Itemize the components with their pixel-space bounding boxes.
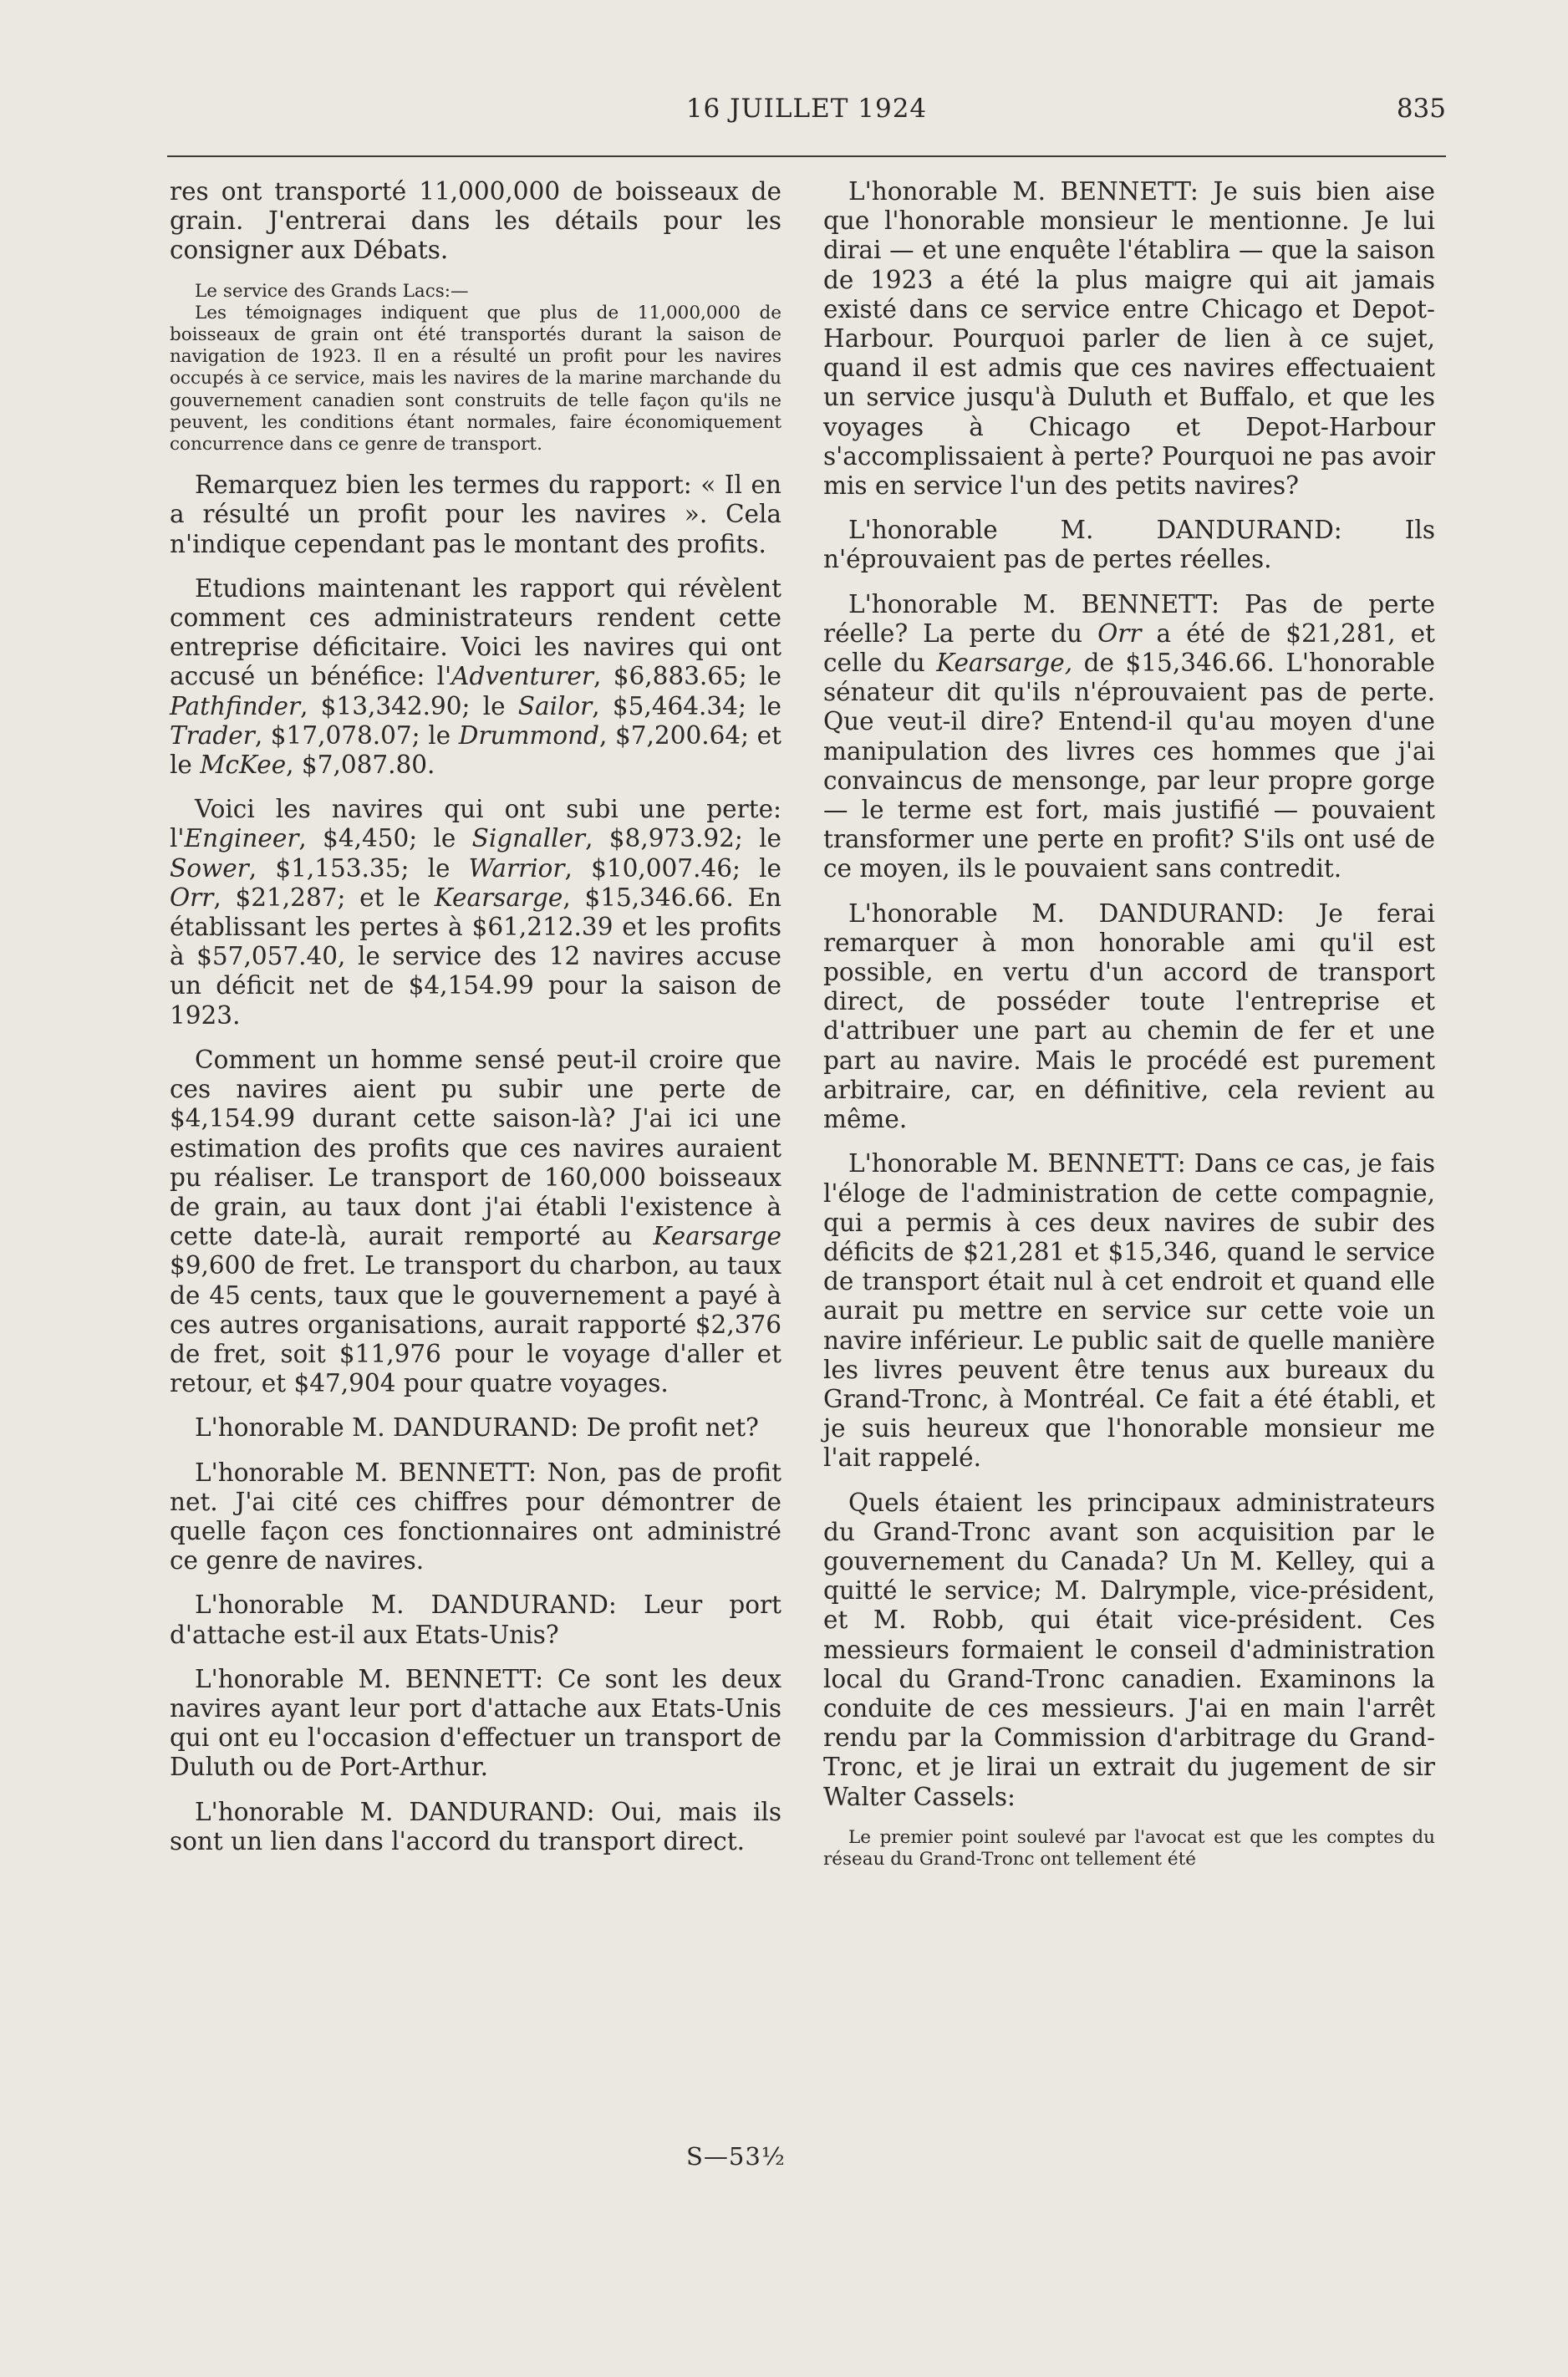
loss-ships-paragraph: Voici les navires qui ont subi une perte: l'Engineer, $4,450; le Signaller, $8,973.92; le Sower, $1,153.35; le Warrior, $10,007.46; le Orr, $21,287; et le Kearsarge, $15,346.66. En établissant les pertes à $61,212.39 et les profits à $57,057.40, le service des 12 navires accuse un déficit net de $4,154.99 pour la saison de 1923.: [170, 795, 781, 1030]
report-quote: [170, 281, 781, 456]
ship-name: Kearsarge: [653, 1222, 781, 1251]
right-column: [823, 177, 1435, 1886]
left-column: [170, 177, 781, 1871]
ship-name: McKee: [200, 751, 287, 780]
header-rule: [167, 155, 1446, 157]
ship-name: Orr: [1097, 618, 1142, 648]
bennett-remark-6: Quels étaient les principaux administrateurs du Grand-Tronc avant son acquisition par le gouvernement du Canada? Un M. Kelley, qui a quitté le service; M. Dalrymple, vice-président, et M. Robb, qui était vice-président. Ces messieurs formaient le conseil d'administration local du Grand-Tronc canadien. Examinons la conduite de ces messieurs. J'ai en main l'arrêt rendu par la Commission d'arbitrage du Grand-Tronc, et je lirai un extrait du jugement de sir Walter Cassels:: [823, 1488, 1435, 1811]
judgment-quote: [823, 1827, 1435, 1871]
page-header: [167, 94, 1446, 144]
ship-name: Adventurer: [451, 662, 593, 691]
page-number: 835: [1396, 94, 1446, 124]
ship-name: Warrior: [468, 853, 565, 883]
ship-name: Drummond: [458, 720, 600, 750]
estimation-paragraph: Comment un homme sensé peut-il croire que ces navires aient pu subir une perte de $4,154.99 durant cette saison-là? J'ai ici une estimation des profits que ces navires auraient pu réaliser. Le transport de 160,000 boisseaux de grain, au taux dont j'ai établi l'existence à cette date-là, aurait remporté au Kearsarge $9,600 de fret. Le transport du charbon, au taux de 45 cents, taux que le gouvernement a payé à ces autres organisations, aurait rapporté $2,376 de fret, soit $11,976 pour le voyage d'aller et retour, et $47,904 pour quatre voyages.: [170, 1045, 781, 1398]
left-paragraph-2: Remarquez bien les termes du rapport: « Il en a résulté un profit pour les navires ». Cela n'indique cependant pas le montant des profits.: [170, 471, 781, 558]
ship-name: Sailor: [517, 691, 593, 720]
ship-name: Kearsarge: [434, 883, 563, 912]
ship-name: Pathfinder: [170, 691, 301, 720]
page-date: 16 JUILLET 1924: [685, 94, 928, 124]
dandurand-remark-2: L'honorable M. DANDURAND: Leur port d'attache est-il aux Etats-Unis?: [170, 1591, 781, 1649]
bennett-remark-2: L'honorable M. BENNETT: Ce sont les deux navires ayant leur port d'attache aux Etats-Unis qui ont eu l'occasion d'effectuer un transport de Duluth ou de Port-Arthur.: [170, 1664, 781, 1782]
dandurand-remark-3: L'honorable M. DANDURAND: Oui, mais ils sont un lien dans l'accord du transport direct.: [170, 1797, 781, 1855]
ship-name: Orr: [170, 883, 214, 912]
ship-name: Signaller: [471, 824, 586, 853]
judgment-quote-text: Le premier point soulevé par l'avocat est que les comptes du réseau du Grand-Tronc ont tellement été: [823, 1826, 1435, 1870]
dandurand-remark-4: L'honorable M. DANDURAND: Ils n'éprouvaient pas de pertes réelles.: [823, 516, 1435, 574]
dandurand-remark-1: L'honorable M. DANDURAND: De profit net?: [195, 1413, 759, 1443]
bennett-remark-5: L'honorable M. BENNETT: Dans ce cas, je fais l'éloge de l'administration de cette compagnie, qui a permis à ces deux navires de subir des déficits de $21,281 et $15,346, quand le service de transport était nul à cet endroit et quand elle aurait pu mettre en service sur cette voie un navire inférieur. Le public sait de quelle manière les livres peuvent être tenus aux bureaux du Grand-Tronc, à Montréal. Ce fait a été établi, et je suis heureux que l'honorable monsieur me l'ait rappelé.: [823, 1149, 1435, 1473]
bennett-remark-1: L'honorable M. BENNETT: Non, pas de profit net. J'ai cité ces chiffres pour démontrer de quelle façon ces fonctionnaires ont administré ce genre de navires.: [170, 1458, 781, 1575]
report-quote-body: Les témoignages indiquent que plus de 11,000,000 de boisseaux de grain ont été transportés durant la saison de navigation de 1923. Il en a résulté un profit pour les navires occupés à ce service, mais les navires de la marine marchande du gouvernement canadien sont construits de telle façon qu'ils ne peuvent, les conditions étant normales, faire économiquement concurrence dans ce genre de transport.: [170, 302, 781, 456]
report-quote-title: Le service des Grands Lacs:—: [195, 280, 469, 302]
page-signature: S—53½: [686, 2142, 786, 2171]
ship-name: Trader: [170, 720, 255, 750]
bennett-remark-4: L'honorable M. BENNETT: Pas de perte réelle? La perte du Orr a été de $21,281, et celle du Kearsarge, de $15,346.66. L'honorable sénateur dit qu'ils n'éprouvaient pas de perte. Que veut-il dire? Entend-il qu'au moyen d'une manipulation des livres ces hommes que j'ai convaincus de mensonge, par leur propre gorge — le terme est fort, mais justifié — pouvaient transformer une perte en profit? S'ils ont usé de ce moyen, ils le pouvaient sans contredit.: [823, 589, 1435, 883]
left-paragraph-1: res ont transporté 11,000,000 de boisseaux de grain. J'entrerai dans les détails pour les consigner aux Débats.: [170, 177, 781, 265]
ship-name: Engineer: [184, 824, 299, 853]
dandurand-remark-5: L'honorable M. DANDURAND: Je ferai remarquer à mon honorable ami qu'il est possible, en vertu d'un accord de transport direct, de posséder toute l'entreprise et d'attribuer une part au chemin de fer et une part au navire. Mais le procédé est purement arbitraire, car, en définitive, cela revient au même.: [823, 898, 1435, 1134]
ship-name: Kearsarge,: [936, 649, 1073, 678]
bennett-remark-3: L'honorable M. BENNETT: Je suis bien aise que l'honorable monsieur le mentionne. Je lui dirai — et une enquête l'établira — que la saison de 1923 a été la plus maigre qui ait jamais existé dans ce service entre Chicago et Depot-Harbour. Pourquoi parler de lien à ce sujet, quand il est admis que ces navires effectuaient un service jusqu'à Duluth et Buffalo, et que les voyages à Chicago et Depot-Harbour s'accomplissaient à perte? Pourquoi ne pas avoir mis en service l'un des petits navires?: [823, 177, 1435, 501]
ship-name: Sower: [170, 853, 249, 883]
profit-ships-paragraph: Etudions maintenant les rapport qui révèlent comment ces administrateurs rendent cette entreprise déficitaire. Voici les navires qui ont accusé un bénéfice: l'Adventurer, $6,883.65; le Pathfinder, $13,342.90; le Sailor, $5,464.34; le Trader, $17,078.07; le Drummond, $7,200.64; et le McKee, $7,087.80.: [170, 573, 781, 780]
